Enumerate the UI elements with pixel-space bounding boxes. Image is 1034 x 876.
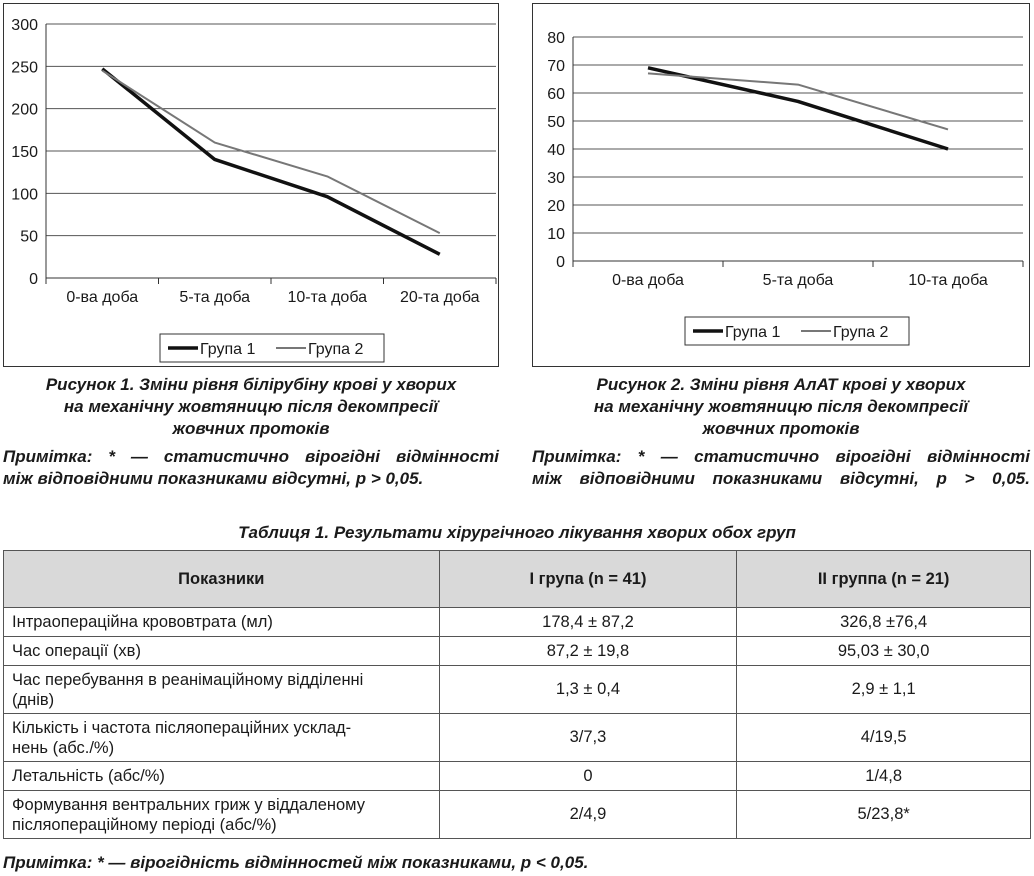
y-tick-label: 200 bbox=[11, 101, 38, 119]
y-tick-label: 300 bbox=[11, 17, 38, 34]
row-label-line: Час операції (хв) bbox=[12, 642, 141, 660]
row-label bbox=[4, 714, 440, 762]
row-label bbox=[4, 608, 440, 637]
row-label-line: Летальність (абс/%) bbox=[12, 767, 165, 785]
row-label-line: нень (абс./%) bbox=[12, 738, 115, 757]
y-tick-label: 250 bbox=[11, 59, 38, 77]
table-row bbox=[4, 608, 1031, 637]
y-tick-label: 0 bbox=[29, 271, 38, 288]
figure2-note bbox=[532, 446, 1030, 490]
row-group2-value: 95,03 ± 30,0 bbox=[737, 637, 1031, 666]
row-group1-value: 178,4 ± 87,2 bbox=[439, 608, 737, 637]
table-header-row bbox=[4, 551, 1031, 608]
series-line-2 bbox=[102, 71, 440, 234]
table-row bbox=[4, 714, 1031, 762]
figure1-caption-line: на механічну жовтяницю після декомпресії bbox=[63, 397, 439, 416]
row-group1-value: 3/7,3 bbox=[439, 714, 737, 762]
row-label-line: Кількість і частота післяопераційних усклад- bbox=[12, 718, 352, 737]
y-tick-label: 10 bbox=[547, 226, 565, 243]
legend-label: Група 2 bbox=[833, 324, 889, 341]
x-tick-label: 0-ва доба bbox=[612, 272, 684, 289]
header-group2: ІІ группа (n = 21) bbox=[737, 551, 1031, 608]
x-tick-label: 5-та доба bbox=[179, 289, 251, 306]
row-label-line: Час перебування в реанімаційному відділенні bbox=[12, 670, 364, 689]
y-tick-label: 40 bbox=[547, 142, 565, 159]
row-label-line: Формування вентральних гриж у віддаленому bbox=[12, 795, 365, 814]
row-group1-value: 0 bbox=[439, 762, 737, 791]
figure1-caption-line: Рисунок 1. Зміни рівня білірубіну крові у хворих bbox=[45, 375, 457, 394]
y-tick-label: 20 bbox=[547, 198, 565, 215]
figure1-note-line: Примітка: * — статистично вірогідні відмінності bbox=[3, 447, 499, 466]
figure2-caption bbox=[532, 374, 1030, 440]
y-tick-label: 70 bbox=[547, 58, 565, 75]
results-table bbox=[3, 550, 1031, 839]
table-row bbox=[4, 666, 1031, 714]
x-tick-label: 20-та доба bbox=[399, 289, 480, 306]
y-tick-label: 100 bbox=[11, 186, 38, 204]
row-label-line: (днів) bbox=[12, 690, 55, 709]
figure1-note bbox=[3, 446, 499, 490]
row-group2-value: 326,8 ±76,4 bbox=[737, 608, 1031, 637]
row-group2-value: 2,9 ± 1,1 bbox=[737, 666, 1031, 714]
header-group1: І група (n = 41) bbox=[439, 551, 737, 608]
chart-alat bbox=[533, 4, 1029, 366]
x-tick-label: 10-та доба bbox=[287, 289, 368, 306]
y-tick-label: 50 bbox=[20, 228, 38, 246]
table-row bbox=[4, 637, 1031, 666]
legend-label: Група 2 bbox=[308, 341, 364, 358]
figure2-caption-line: на механічну жовтяницю після декомпресії bbox=[593, 397, 969, 416]
row-label bbox=[4, 637, 440, 666]
figure1-note-line: між відповідними показниками відсутні, р > 0,05. bbox=[3, 469, 424, 488]
row-label bbox=[4, 791, 440, 839]
figure2-caption-line: Рисунок 2. Зміни рівня АлАТ крові у хворих bbox=[596, 375, 966, 394]
table-title: Таблиця 1. Результати хірургічного лікування хворих обох груп bbox=[238, 523, 796, 542]
figure2-note-line: між відповідними показниками відсутні, р > 0,05. bbox=[532, 469, 1030, 488]
x-tick-label: 0-ва доба bbox=[66, 289, 139, 306]
row-group2-value: 1/4,8 bbox=[737, 762, 1031, 791]
legend-label: Група 1 bbox=[725, 324, 781, 341]
y-tick-label: 60 bbox=[547, 86, 565, 103]
row-group2-value: 5/23,8* bbox=[737, 791, 1031, 839]
row-label bbox=[4, 666, 440, 714]
row-label-line: Інтраопераційна крововтрата (мл) bbox=[12, 613, 273, 631]
y-tick-label: 30 bbox=[547, 170, 565, 187]
legend-label: Група 1 bbox=[200, 341, 256, 358]
figure1-caption bbox=[3, 374, 499, 440]
row-label-line: післяопераційному періоді (абс/%) bbox=[12, 815, 277, 834]
figure2-caption-line: жовчних протоків bbox=[702, 419, 860, 438]
x-tick-label: 10-та доба bbox=[908, 272, 988, 289]
header-indicator: Показники bbox=[4, 551, 440, 608]
table-row bbox=[4, 762, 1031, 791]
row-group2-value: 4/19,5 bbox=[737, 714, 1031, 762]
chart-bilirubin-frame bbox=[3, 3, 499, 367]
y-tick-label: 50 bbox=[547, 114, 565, 131]
x-tick-label: 5-та доба bbox=[762, 272, 834, 289]
series-line-1 bbox=[648, 68, 948, 149]
y-tick-label: 0 bbox=[556, 254, 565, 271]
series-line-1 bbox=[102, 69, 440, 254]
table-note: Примітка: * — вірогідність відмінностей між показниками, р < 0,05. bbox=[3, 853, 589, 872]
figure1-caption-line: жовчних протоків bbox=[172, 419, 330, 438]
table-row bbox=[4, 791, 1031, 839]
row-group1-value: 2/4,9 bbox=[439, 791, 737, 839]
chart-alat-frame bbox=[532, 3, 1030, 367]
figure2-note-line: Примітка: * — статистично вірогідні відмінності bbox=[532, 447, 1030, 466]
row-group1-value: 87,2 ± 19,8 bbox=[439, 637, 737, 666]
chart-bilirubin bbox=[4, 4, 498, 366]
y-tick-label: 150 bbox=[11, 144, 38, 161]
row-group1-value: 1,3 ± 0,4 bbox=[439, 666, 737, 714]
row-label bbox=[4, 762, 440, 791]
y-tick-label: 80 bbox=[547, 30, 565, 47]
